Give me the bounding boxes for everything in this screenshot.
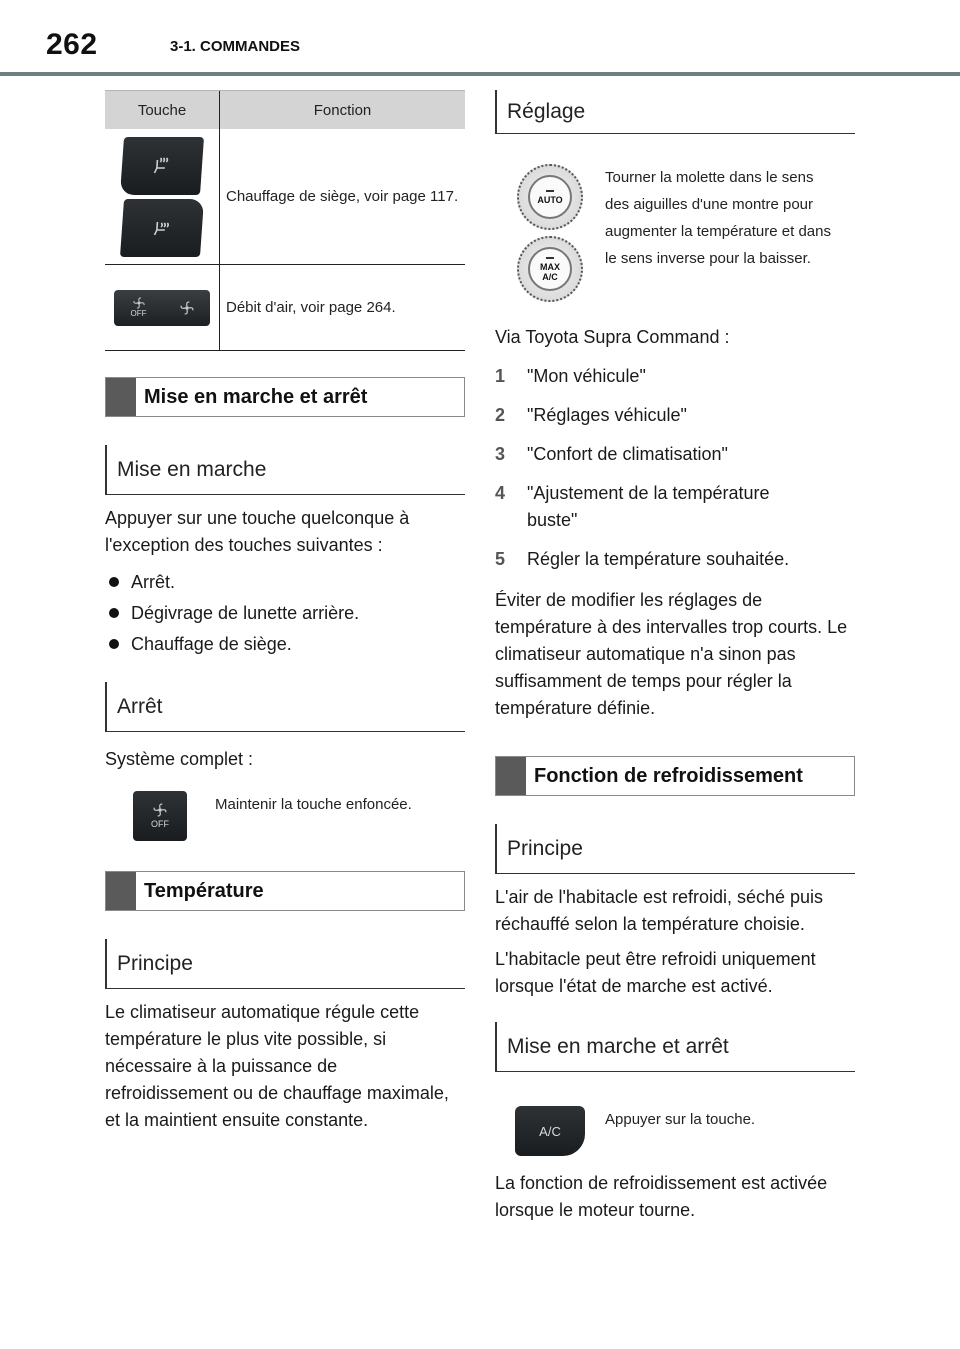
fan-off-button	[133, 791, 187, 841]
final-paragraph: La fonction de refroidissement est activée lorsque le moteur tourne.	[495, 1173, 828, 1220]
dial-desc: Tourner la molette dans le sens des aiguilles d'une montre pour augmenter la température et dans le sens inverse pour la baisser.	[605, 169, 831, 267]
ac-button-desc: Appuyer sur la touche.	[605, 1111, 756, 1128]
banner-bar	[106, 378, 136, 416]
off-button-image	[105, 791, 215, 841]
dial-auto-label: AUTO	[537, 194, 563, 205]
principle-paragraph: Le climatiseur automatique régule cette température le plus vite possible, si nécessaire à la puissance de refroidissement ou de chauffage maximale, et la maintient ensuite constante.	[105, 1002, 449, 1130]
via-text: Via Toyota Supra Command :	[495, 327, 730, 347]
fan-off-label: OFF	[130, 309, 147, 318]
led-indicator	[546, 257, 554, 259]
banner-bar	[106, 872, 136, 910]
ac-label: A/C	[539, 1123, 561, 1139]
left-column	[105, 90, 465, 1134]
airflow-button-bar	[114, 290, 210, 326]
subheading-principle: Principe	[105, 939, 465, 989]
cooling-paragraph-1: L'air de l'habitacle est refroidi, séché puis réchauffé selon la température choisie.	[495, 887, 824, 934]
dial-max-label: MAX	[540, 261, 560, 272]
seat-heat-icon	[120, 137, 204, 195]
list-item	[495, 480, 855, 534]
bullet-icon	[109, 639, 119, 649]
section-heading: Fonction de refroidissement	[534, 764, 803, 787]
airflow-buttons	[105, 265, 220, 350]
steps-list	[495, 363, 855, 573]
step-text: "Réglages véhicule"	[527, 405, 687, 425]
subheading-setting: Réglage	[495, 90, 855, 134]
section-banner-on-off	[105, 377, 465, 417]
list-item-text: Dégivrage de lunette arrière.	[131, 603, 360, 623]
step-number: 2	[495, 405, 506, 425]
dial-ac-label: A/C	[542, 271, 558, 282]
off-label: OFF	[151, 819, 169, 829]
step-number: 1	[495, 366, 506, 386]
airflow-function: Débit d'air, voir page 264.	[226, 299, 396, 316]
table-row	[105, 129, 465, 265]
banner-bar	[496, 757, 526, 795]
list-item	[495, 363, 855, 390]
temperature-dials	[495, 164, 605, 302]
off-paragraph: Système complet :	[105, 749, 254, 769]
seat-heating-buttons	[105, 129, 220, 264]
cooling-paragraph-2: L'habitacle peut être refroidi uniquement lorsque l'état de marche est activé.	[495, 949, 816, 996]
ac-button	[515, 1106, 585, 1156]
list-item	[495, 441, 855, 468]
temperature-dial-auto	[517, 164, 583, 230]
ac-button-row	[495, 1106, 855, 1156]
off-button-row	[105, 791, 465, 841]
key-table	[105, 90, 465, 351]
off-button-desc: Maintenir la touche enfoncée.	[215, 796, 412, 813]
list-item	[105, 598, 465, 629]
step-number: 3	[495, 444, 506, 464]
step-number: 4	[495, 483, 506, 503]
key-table-header	[105, 91, 465, 129]
exception-list	[105, 567, 465, 660]
on-paragraph: Appuyer sur une touche quelconque à l'exception des touches suivantes :	[105, 508, 410, 555]
list-item	[105, 629, 465, 660]
avoid-paragraph: Éviter de modifier les réglages de température à des intervalles trop courts. Le climatiseur automatique n'a sinon pas suffisamment de temps pour régler la température définie.	[495, 590, 848, 718]
led-indicator	[546, 190, 554, 192]
col-function-header: Fonction	[313, 101, 372, 119]
subheading-principle: Principe	[495, 824, 855, 874]
step-text: "Confort de climatisation"	[527, 444, 728, 464]
bullet-icon	[109, 577, 119, 587]
dial-row	[495, 164, 855, 302]
section-heading: Mise en marche et arrêt	[144, 385, 368, 408]
section-banner-cooling	[495, 756, 855, 796]
dial-auto-face	[528, 175, 572, 219]
fan-icon	[180, 301, 194, 315]
header-rule	[0, 72, 960, 76]
seat-heating-function: Chauffage de siège, voir page 117.	[226, 188, 459, 205]
list-item-text: Arrêt.	[131, 572, 176, 592]
table-row	[105, 265, 465, 351]
step-number: 5	[495, 549, 506, 569]
section-title: 3-1. COMMANDES	[170, 38, 301, 55]
bullet-icon	[109, 608, 119, 618]
list-item-text: Chauffage de siège.	[131, 634, 292, 654]
seat-heat-rear-icon	[120, 199, 204, 257]
right-column	[495, 90, 855, 1224]
subheading-on-off: Mise en marche et arrêt	[495, 1022, 855, 1072]
dial-maxac-face	[528, 247, 572, 291]
section-banner-temperature	[105, 871, 465, 911]
col-key-header: Touche	[105, 91, 220, 129]
temperature-dial-max-ac	[517, 236, 583, 302]
subheading-on: Mise en marche	[105, 445, 465, 495]
subheading-off: Arrêt	[105, 682, 465, 732]
ac-button-image	[495, 1106, 605, 1156]
page-number: 262	[46, 28, 98, 61]
fan-icon	[133, 297, 145, 309]
list-item	[105, 567, 465, 598]
fan-icon	[153, 803, 167, 817]
list-item	[495, 402, 855, 429]
section-heading: Température	[144, 879, 264, 902]
step-text: "Mon véhicule"	[527, 366, 646, 386]
list-item	[495, 546, 855, 573]
step-text: "Ajustement de la température buste"	[527, 483, 770, 530]
step-text: Régler la température souhaitée.	[527, 549, 790, 569]
